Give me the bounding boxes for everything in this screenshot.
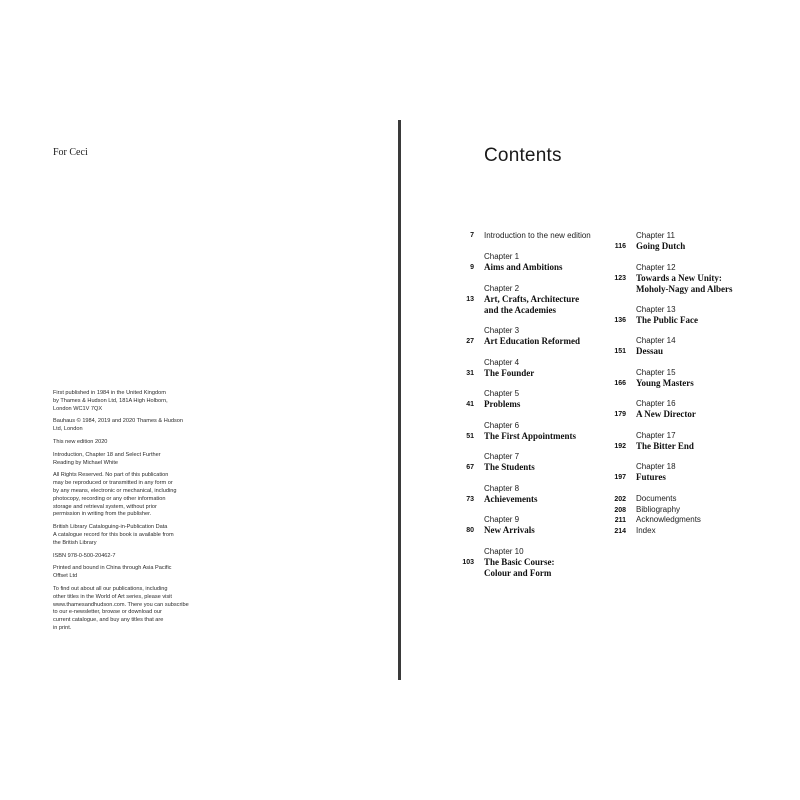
- imprint-paragraph: This new edition 2020: [53, 438, 108, 445]
- toc-page-number: 166: [614, 380, 626, 387]
- toc-entry[interactable]: [636, 399, 696, 420]
- toc-chapter-number: Chapter 9: [484, 515, 520, 524]
- toc-chapter-number: Chapter 18: [636, 462, 676, 471]
- toc-page-number: 202: [614, 496, 626, 503]
- toc-page-number: 103: [462, 559, 474, 566]
- toc-page-number: 27: [466, 338, 474, 345]
- toc-page-number: 80: [466, 527, 474, 534]
- toc-entry[interactable]: [636, 368, 694, 389]
- toc-chapter-title: Dessau: [636, 346, 664, 356]
- toc-page-number: 192: [614, 443, 626, 450]
- toc-chapter-number: Chapter 4: [484, 358, 520, 367]
- toc-page-number: 151: [614, 348, 626, 355]
- imprint-paragraph: British Library Cataloguing-in-Publication Data A catalogue record for this book is available from the British Library: [53, 524, 174, 546]
- toc-chapter-number: Chapter 17: [636, 431, 676, 440]
- toc-entry[interactable]: [636, 231, 685, 252]
- toc-intro-title: Introduction to the new edition: [484, 231, 591, 240]
- toc-backmatter-title[interactable]: Acknowledgments: [636, 515, 701, 524]
- toc-entry[interactable]: [636, 336, 676, 357]
- toc-chapter-title: Art, Crafts, Architecture and the Academies: [484, 294, 580, 315]
- imprint-paragraph: All Rights Reserved. No part of this publication may be reproduced or transmitted in any form or by any means, electronic or mechanical, including photocopy, recording or any other information storage and retrieval system, without prior permission in writing from the publisher.: [53, 472, 177, 518]
- toc-chapter-number: Chapter 13: [636, 305, 676, 314]
- toc-entry[interactable]: [636, 431, 694, 452]
- toc-page-number: 211: [614, 517, 626, 524]
- toc-chapter-title: The Bitter End: [636, 441, 694, 451]
- toc-entry[interactable]: [484, 421, 576, 442]
- toc-chapter-title: Towards a New Unity: Moholy-Nagy and Albers: [636, 273, 733, 294]
- toc-chapter-title: Young Masters: [636, 378, 694, 388]
- toc-chapter-title: The First Appointments: [484, 431, 577, 441]
- toc-chapter-number: Chapter 14: [636, 336, 676, 345]
- imprint-paragraph: Introduction, Chapter 18 and Select Further Reading by Michael White: [53, 451, 161, 466]
- toc-backmatter-title[interactable]: Documents: [636, 494, 677, 503]
- toc-entry[interactable]: [484, 284, 579, 315]
- toc-chapter-number: Chapter 6: [484, 421, 520, 430]
- toc-chapter-title: New Arrivals: [484, 525, 535, 535]
- toc-page-number: 123: [614, 275, 626, 282]
- toc-entry[interactable]: [484, 547, 555, 578]
- toc-page-number: 9: [470, 264, 474, 271]
- toc-chapter-number: Chapter 11: [636, 231, 675, 240]
- toc-page-number: 7: [470, 232, 474, 239]
- toc-chapter-title: Problems: [484, 399, 521, 409]
- toc-entry[interactable]: [636, 462, 676, 483]
- toc-chapter-title: The Public Face: [636, 315, 698, 325]
- imprint-paragraph: Bauhaus © 1984, 2019 and 2020 Thames & Hudson Ltd, London: [53, 418, 183, 433]
- imprint-paragraph: ISBN 978-0-500-20462-7: [53, 552, 116, 559]
- toc-chapter-number: Chapter 1: [484, 252, 520, 261]
- toc-chapter-title: Achievements: [484, 494, 538, 504]
- toc-chapter-title: A New Director: [636, 409, 696, 419]
- toc-backmatter-title[interactable]: Bibliography: [636, 505, 681, 514]
- toc-entry[interactable]: [484, 358, 534, 379]
- toc-entry[interactable]: [484, 252, 563, 273]
- toc-page-number: 208: [614, 507, 626, 514]
- toc-entry[interactable]: [484, 389, 520, 410]
- toc-chapter-title: Futures: [636, 472, 666, 482]
- toc-entry[interactable]: [484, 484, 538, 505]
- toc-entry[interactable]: [484, 326, 580, 347]
- toc-page-number: 51: [466, 433, 474, 440]
- toc-chapter-number: Chapter 10: [484, 547, 524, 556]
- imprint-paragraph: First published in 1984 in the United Kingdom by Thames & Hudson Ltd, 181A High Holborn, London WC1V 7QX: [53, 390, 168, 412]
- toc-chapter-number: Chapter 8: [484, 484, 520, 493]
- toc-chapter-title: The Students: [484, 462, 535, 472]
- imprint-paragraph: Printed and bound in China through Asia Pacific Offset Ltd: [53, 565, 172, 580]
- toc-entry[interactable]: [636, 263, 733, 294]
- toc-page-number: 41: [466, 401, 474, 408]
- imprint-block: [53, 390, 203, 638]
- toc-page-number: 136: [614, 317, 626, 324]
- toc-page-number: 197: [614, 474, 626, 481]
- toc-chapter-number: Chapter 12: [636, 263, 676, 272]
- toc-entry[interactable]: [484, 515, 535, 536]
- toc-chapter-number: Chapter 7: [484, 452, 520, 461]
- toc-entry[interactable]: [636, 305, 698, 326]
- toc-page-number: 179: [614, 411, 626, 418]
- dedication: For Ceci: [53, 147, 88, 158]
- imprint-paragraph: To find out about all our publications, including other titles in the World of Art series, please visit www.thamesandhudson.com. There you can subscribe to our e-newsletter, browse or download our current catalogue, and buy any titles that are in print.: [53, 585, 189, 631]
- toc-chapter-title: The Founder: [484, 368, 535, 378]
- toc-chapter-title: Aims and Ambitions: [484, 262, 563, 272]
- toc-chapter-title: The Basic Course: Colour and Form: [484, 557, 555, 578]
- toc-chapter-number: Chapter 2: [484, 284, 520, 293]
- toc-chapter-number: Chapter 15: [636, 368, 676, 377]
- toc-entry[interactable]: [484, 452, 535, 473]
- toc-chapter-title: Art Education Reformed: [484, 336, 580, 346]
- toc-page-number: 31: [466, 370, 474, 377]
- toc-page-number: 116: [614, 243, 626, 250]
- toc-page-number: 67: [466, 464, 474, 471]
- toc-page-number: 214: [614, 528, 626, 535]
- toc-chapter-number: Chapter 5: [484, 389, 520, 398]
- toc-page-number: 13: [466, 296, 474, 303]
- toc-chapter-title: Going Dutch: [636, 241, 686, 251]
- toc-backmatter-title[interactable]: Index: [636, 526, 656, 535]
- right-page: [401, 120, 800, 680]
- contents-heading: Contents: [484, 145, 562, 166]
- toc-page-number: 73: [466, 496, 474, 503]
- toc-chapter-number: Chapter 3: [484, 326, 520, 335]
- toc-chapter-number: Chapter 16: [636, 399, 676, 408]
